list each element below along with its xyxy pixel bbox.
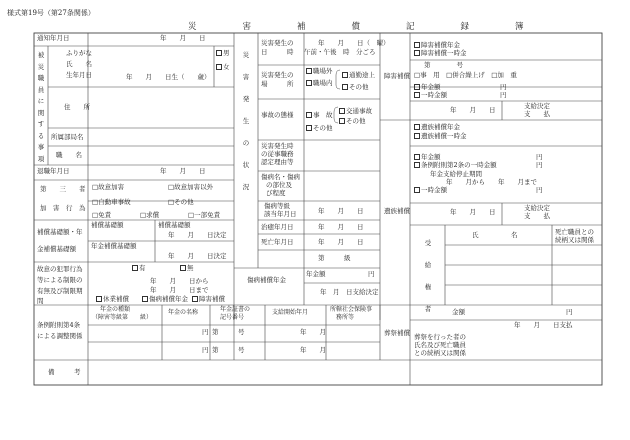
opt-place-other[interactable]: その他	[342, 84, 369, 91]
address-label: 住 所	[64, 103, 90, 111]
cure-date-label: 治癒年月日	[261, 223, 294, 231]
opt-commute[interactable]: 通勤途上	[342, 72, 375, 79]
injury-pension-amount-label: 年金額	[306, 270, 326, 278]
crime-label-2: 等による制限の	[37, 276, 83, 284]
avg-wage-label-2: 補償基礎額	[158, 221, 191, 229]
page-title: 災害補償記録簿	[188, 22, 570, 32]
surv-period-value[interactable]: 年 月から 年 月まで	[446, 178, 537, 186]
funeral-person-label-2: 氏名及び死亡職員	[414, 341, 466, 349]
remarks-label: 備 考	[48, 368, 81, 376]
opt-other[interactable]: □その他	[168, 198, 194, 206]
surv-pay: 支 払	[524, 212, 550, 220]
opt-negligence[interactable]: □故意加害以外	[168, 183, 214, 191]
surv-pension-yen[interactable]: 円	[536, 153, 543, 161]
pension-cert-label2: 記号番号	[220, 314, 245, 321]
position-label: 職 名	[56, 151, 82, 159]
dept-label: 所属部局名	[51, 133, 84, 141]
disability-label: 障害補償	[384, 72, 410, 80]
opt-car[interactable]: □自動車事故	[92, 198, 131, 206]
work-label-1: 災害発生時	[261, 142, 294, 150]
injury-grade[interactable]: 第 級	[318, 254, 351, 262]
opt-dis-lump[interactable]: 障害補償一時金	[414, 50, 467, 57]
surv-pension-amount[interactable]: 年金額	[414, 154, 441, 161]
form-number: 様式第19号（第27条関係）	[7, 9, 95, 17]
funeral-amount-yen[interactable]: 円	[566, 308, 573, 316]
pension-type-label: 年金の種類	[100, 306, 131, 313]
gender-male[interactable]: 男	[216, 50, 230, 57]
opt-inside[interactable]: 職場内	[306, 80, 333, 87]
accident-type-label: 事故の態様	[261, 111, 294, 119]
opt-dis-pension[interactable]: 障害補償年金	[414, 42, 460, 49]
work-label-3: 認定理由等	[261, 158, 294, 166]
birth-label: 生年月日	[66, 71, 92, 79]
section-victim-label: 被災職員に関する事項	[37, 51, 45, 163]
surv-article-amount[interactable]: 条例附則第2条の一時金額	[414, 162, 497, 169]
opt-accident-other2[interactable]: その他	[339, 118, 366, 125]
notice-date-value[interactable]: 年 月 日	[160, 34, 206, 42]
surv-decision-date[interactable]: 年 月 日	[450, 208, 496, 216]
occur-date-label: 災害発生の	[261, 39, 294, 47]
pay-start-label: 支給開始年月	[272, 309, 309, 316]
article4-label-2: による調整関係	[37, 332, 83, 340]
bracket-place	[336, 70, 340, 89]
bracket-traffic	[334, 107, 338, 123]
dis-decision-date[interactable]: 年 月 日	[450, 106, 496, 114]
article4-no-2[interactable]: 第 号	[212, 346, 245, 354]
surv-article-yen[interactable]: 円	[536, 161, 543, 169]
article4-ym-2[interactable]: 年 月	[300, 346, 326, 354]
avg-wage-decide[interactable]: 年 月 日決定	[168, 231, 227, 239]
disability-no[interactable]: 第 号	[424, 61, 463, 69]
perpetrator-label: 加 害 行 為	[40, 204, 86, 212]
work-label-2: の従事職務	[261, 150, 294, 158]
article4-label-1: 条例附則第4条	[37, 321, 81, 329]
dis-pension-amount[interactable]: 年金額	[414, 84, 441, 91]
avg-wage-label: 補償基礎額	[91, 221, 124, 229]
crime-opt-disability[interactable]: 障害補償	[192, 296, 225, 303]
pension-cert-label: 年金証書の	[220, 306, 251, 313]
article4-no-1[interactable]: 第 号	[212, 328, 245, 336]
death-date-label: 死亡年月日	[261, 238, 294, 246]
notice-date-label: 通知年月日	[37, 34, 70, 42]
funeral-decision-date[interactable]: 年 月 日支払	[514, 321, 573, 329]
article4-yen-2[interactable]: 円	[202, 346, 209, 354]
injury-pension-yen[interactable]: 円	[368, 270, 375, 278]
funeral-amount-label: 金額	[452, 308, 465, 316]
beneficiary-relation-header2: 続柄又は関係	[555, 236, 594, 244]
injury-pension-decision[interactable]: 年 月 日支給決定	[320, 288, 379, 296]
opt-outside[interactable]: 職場外	[306, 68, 333, 75]
crime-opt-leave[interactable]: 休業補償	[96, 296, 129, 303]
dis-pay-decide: 支給決定	[524, 102, 550, 110]
social-office-label2: 務所等	[336, 314, 355, 321]
retire-label: 退職年月日	[37, 167, 70, 175]
pension-name-label: 年金の名称	[168, 309, 199, 316]
disability-options[interactable]: □事 用 □併合繰上げ □加 重	[414, 71, 517, 79]
dis-pay: 支 払	[524, 110, 550, 118]
furigana-label: ふりがな	[66, 49, 92, 57]
crime-from[interactable]: 年 月 日から	[150, 277, 209, 285]
beneficiary-name-header: 氏 名	[472, 231, 518, 239]
opt-traffic[interactable]: 交通事故	[339, 108, 372, 115]
occur-place-label2: 場 所	[261, 80, 294, 88]
opt-surv-pension[interactable]: 遺族補償年金	[414, 124, 460, 131]
opt-accident[interactable]: 事 故	[306, 112, 333, 119]
opt-accident-other[interactable]: その他	[306, 125, 333, 132]
beneficiary-relation-header: 死亡職員との	[555, 228, 594, 236]
surv-lump-amount[interactable]: 一時金額	[414, 187, 447, 194]
occur-date-label2: 日 時	[261, 48, 294, 56]
crime-opt-pension[interactable]: 傷病補償年金	[142, 296, 188, 303]
surv-lump-yen[interactable]: 円	[536, 186, 543, 194]
death-date-value[interactable]: 年 月 日	[318, 238, 364, 246]
crime-no[interactable]: 無	[180, 265, 194, 272]
occur-time-value[interactable]: 午前・午後 時 分ごろ	[304, 48, 376, 56]
opt-surv-lump[interactable]: 遺族補償一時金	[414, 133, 467, 140]
crime-label-3: 有無及び制限期	[37, 287, 83, 295]
retire-value[interactable]: 年 月 日	[160, 167, 206, 175]
opt-exempt[interactable]: □免責	[92, 211, 112, 219]
third-party-label: 第 三 者	[40, 185, 86, 193]
opt-claim[interactable]: □求償	[140, 211, 160, 219]
occur-place-label: 災害発生の	[261, 71, 294, 79]
avg-wage-row-label2: 金補償基礎額	[37, 245, 76, 253]
opt-partial[interactable]: □一部免責	[188, 211, 221, 219]
occur-date-value[interactable]: 年 月 日（ 曜）	[318, 39, 390, 47]
funeral-person-label-1: 葬祭を行った者の	[414, 333, 466, 341]
grade-date-label-1: 傷病等級	[264, 202, 290, 210]
gender-female[interactable]: 女	[216, 64, 230, 71]
disease-label-3: び程度	[266, 189, 286, 197]
disease-label-1: 傷病名・傷病	[261, 173, 300, 181]
crime-label-4: 間	[37, 297, 44, 305]
disease-label-2: の部位及	[266, 181, 292, 189]
cure-date-value[interactable]: 年 月 日	[318, 223, 364, 231]
pension-base-label: 年金補償基礎額	[91, 242, 137, 250]
grade-date-value[interactable]: 年 月 日	[318, 207, 364, 215]
crime-label-1: 故意の犯罪行為	[37, 265, 83, 273]
name-label: 氏 名	[66, 60, 92, 68]
crime-yes[interactable]: 有	[132, 265, 146, 272]
social-office-label: 所轄社会保険事	[330, 306, 373, 313]
grade-date-label-2: 該当年月日	[264, 210, 297, 218]
crime-until[interactable]: 年 月 日まで	[150, 286, 209, 294]
article4-yen-1[interactable]: 円	[202, 328, 209, 336]
pension-base-decide[interactable]: 年 月 日決定	[168, 252, 227, 260]
article4-ym-1[interactable]: 年 月	[300, 328, 326, 336]
funeral-person-label-3: との続柄又は関係	[414, 349, 466, 357]
pension-type-label2: （障害等級第 級）	[92, 314, 153, 321]
surv-pay-decide: 支給決定	[524, 204, 550, 212]
birth-value[interactable]: 年 月 日生（ 歳）	[126, 73, 211, 81]
beneficiary-label: 受給権者	[424, 239, 432, 313]
section-occurrence-label: 災害発生の状況	[242, 51, 250, 191]
surv-period-label: 年金支給停止期間	[430, 170, 482, 178]
dis-pension-yen[interactable]: 円	[500, 83, 507, 91]
avg-wage-row-label: 補償基礎額・年	[37, 228, 83, 236]
funeral-label: 葬祭補償	[384, 329, 410, 337]
dis-lump-yen[interactable]: 円	[500, 91, 507, 99]
opt-intent[interactable]: □故意加害	[92, 183, 125, 191]
survivor-label: 遺族補償	[384, 207, 410, 215]
dis-lump-amount[interactable]: 一時金額	[414, 92, 447, 99]
injury-pension-label: 傷病補償年金	[247, 276, 286, 284]
